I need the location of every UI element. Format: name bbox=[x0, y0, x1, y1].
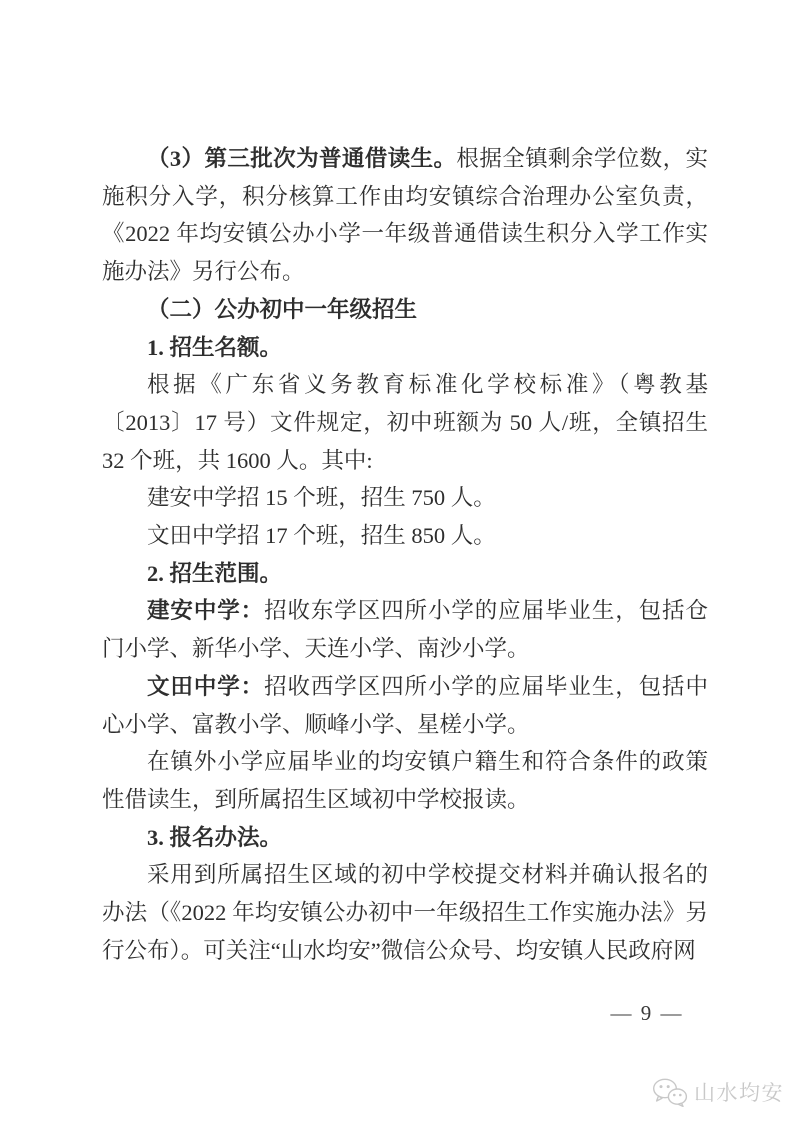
paragraph-jianan-quota bbox=[102, 479, 708, 517]
heading-registration-method bbox=[102, 819, 708, 857]
paragraph-lead: 1. 招生名额。 bbox=[147, 334, 283, 360]
paragraph-text: 在镇外小学应届毕业的均安镇户籍生和符合条件的政策性借读生，到所属招生区域初中学校报读。 bbox=[102, 749, 708, 812]
section-heading-public-junior-high bbox=[102, 291, 708, 329]
paragraph-lead: （3）第三批次为普通借读生。 bbox=[147, 146, 457, 171]
paragraph-text: 招收东学区四所小学的应届毕业生，包括仓门小学、新华小学、天连小学、南沙小学。 bbox=[102, 598, 708, 662]
paragraph-lead: 建安中学： bbox=[147, 598, 265, 624]
heading-enrollment-scope bbox=[102, 555, 708, 593]
watermark bbox=[652, 1077, 784, 1107]
paragraph-wentian-quota bbox=[102, 517, 708, 555]
paragraph-batch3 bbox=[102, 140, 708, 291]
paragraph-text: 根据全镇剩余学位数，实施积分入学，积分核算工作由均安镇综合治理办公室负责，《2022 年均安镇公办小学一年级普通借读生积分入学工作实施办法》另行公布。 bbox=[102, 146, 708, 285]
paragraph-text: （二）公办初中一年级招生 bbox=[147, 296, 418, 322]
wechat-logo-icon bbox=[652, 1078, 688, 1107]
paragraph-lead: 2. 招生范围。 bbox=[147, 560, 283, 586]
paragraph-lead: 3. 报名办法。 bbox=[147, 824, 283, 850]
paragraph-out-of-town bbox=[102, 743, 708, 818]
paragraph-text: 采用到所属招生区域的初中学校提交材料并确认报名的办法（《2022 年均安镇公办初中一年级招生工作实施办法》另行公布）。可关注“山水均安”微信公众号、均安镇人民政府网 bbox=[102, 862, 708, 963]
heading-enrollment-quota bbox=[102, 329, 708, 367]
watermark-text: 山水均安 bbox=[694, 1082, 784, 1105]
paragraph-jianan-scope bbox=[102, 592, 708, 667]
document-body bbox=[102, 140, 708, 969]
page-number: — 9 — bbox=[610, 1001, 684, 1025]
paragraph-quota-detail bbox=[102, 366, 708, 479]
paragraph-text: 文田中学招 17 个班，招生 850 人。 bbox=[147, 523, 496, 549]
paragraph-registration-detail bbox=[102, 856, 708, 969]
paragraph-wentian-scope bbox=[102, 668, 708, 743]
paragraph-lead: 文田中学： bbox=[147, 673, 265, 699]
paragraph-text: 根据《广东省义务教育标准化学校标准》（粤教基〔2013〕17 号）文件规定，初中班额为 50 人/班，全镇招生 32 个班，共 1600 人。其中: bbox=[102, 372, 708, 473]
paragraph-text: 建安中学招 15 个班，招生 750 人。 bbox=[147, 485, 496, 511]
paragraph-text: 招收西学区四所小学的应届毕业生，包括中心小学、富教小学、顺峰小学、星槎小学。 bbox=[102, 673, 708, 737]
